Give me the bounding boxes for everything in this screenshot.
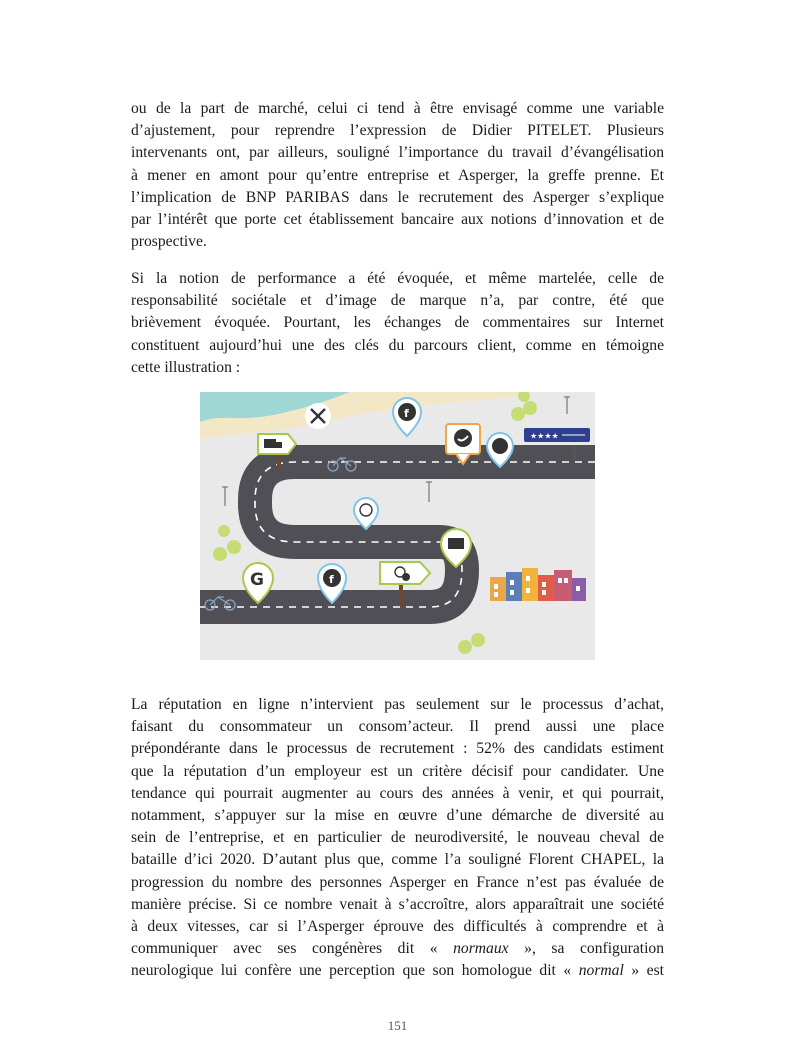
text-line: l’implication de BNP PARIBAS dans le recrutement des Asperger s’explique	[131, 188, 664, 206]
text-line: à deux vitesses, car si l’Asperger éprouve des difficultés à comprendre et à	[131, 917, 664, 935]
text-segment: », sa configuration	[508, 940, 664, 958]
text-line: cette illustration :	[131, 358, 241, 376]
text-segment: neurologique lui confère une perception que son homologue dit «	[131, 962, 579, 980]
text-line: progression du nombre des personnes Asperger en France n’est pas évaluée de	[131, 873, 664, 891]
text-line: notamment, s’appuyer sur la mise en œuvre d’une démarche de diversité au	[131, 806, 664, 824]
text-line: Si la notion de performance a été évoquée, et même martelée, celle de	[131, 270, 664, 287]
svg-text:f: f	[329, 573, 334, 586]
text-line: intervenants ont, par ailleurs, souligné l’importance du travail d’évangélisation	[131, 144, 664, 162]
sign-rating: ★★★★	[530, 431, 559, 441]
paragraph-1	[131, 98, 664, 253]
paragraph-2	[131, 268, 664, 379]
text-line: responsabilité sociétale et d’image de marque n’a, par contre, été que	[131, 292, 664, 310]
paragraph-3	[131, 694, 664, 982]
italic-word: normal	[578, 962, 624, 980]
text-segment: communiquer avec ses congénères dit «	[131, 940, 454, 958]
customer-journey-illustration	[200, 392, 595, 660]
text-line: d’ajustement, pour reprendre l’expression de Didier PITELET. Plusieurs	[131, 122, 664, 140]
text-line: prospective.	[131, 233, 207, 251]
text-line	[131, 960, 664, 982]
italic-word: normaux	[453, 940, 509, 958]
text-line: constituent aujourd’hui une des clés du parcours client, comme en témoigne	[131, 336, 664, 354]
text-line: La réputation en ligne n’intervient pas seulement sur le processus d’achat,	[131, 696, 664, 713]
page-number: 151	[387, 1018, 408, 1033]
svg-text:G: G	[250, 570, 264, 590]
text-line: que la réputation d’un employeur est un critère décisif pour candidater. Une	[131, 762, 664, 780]
text-line: ou de la part de marché, celui ci tend à être envisagé comme une variable	[131, 100, 664, 117]
text-line: prépondérante dans le processus de recrutement : 52% des candidats estiment	[131, 740, 664, 758]
svg-text:f: f	[404, 407, 409, 420]
text-line: faisant du consommateur un consom’acteur. Il prend aussi une place	[131, 718, 664, 736]
text-line: tendance qui pourrait augmenter au cours des années à venir, et qui pourrait,	[131, 784, 664, 802]
text-line: manière précise. Si ce nombre venait à s’accroître, alors apparaîtrait une société	[131, 895, 664, 913]
text-segment: » est	[623, 962, 664, 980]
text-line: par l’intérêt que porte cet établissement bancaire aux notions d’innovation et de	[131, 210, 664, 228]
text-line: sein de l’entreprise, et en particulier de neurodiversité, le nouveau cheval de	[131, 829, 664, 847]
text-line: à mener en amont pour qu’entre entreprise et Asperger, la greffe prenne. Et	[131, 166, 664, 184]
text-line: brièvement évoquée. Pourtant, les échanges de commentaires sur Internet	[131, 314, 664, 332]
text-line: bataille d’ici 2020. D’autant plus que, comme l’a souligné Florent CHAPEL, la	[131, 851, 664, 869]
text-line	[131, 938, 664, 960]
